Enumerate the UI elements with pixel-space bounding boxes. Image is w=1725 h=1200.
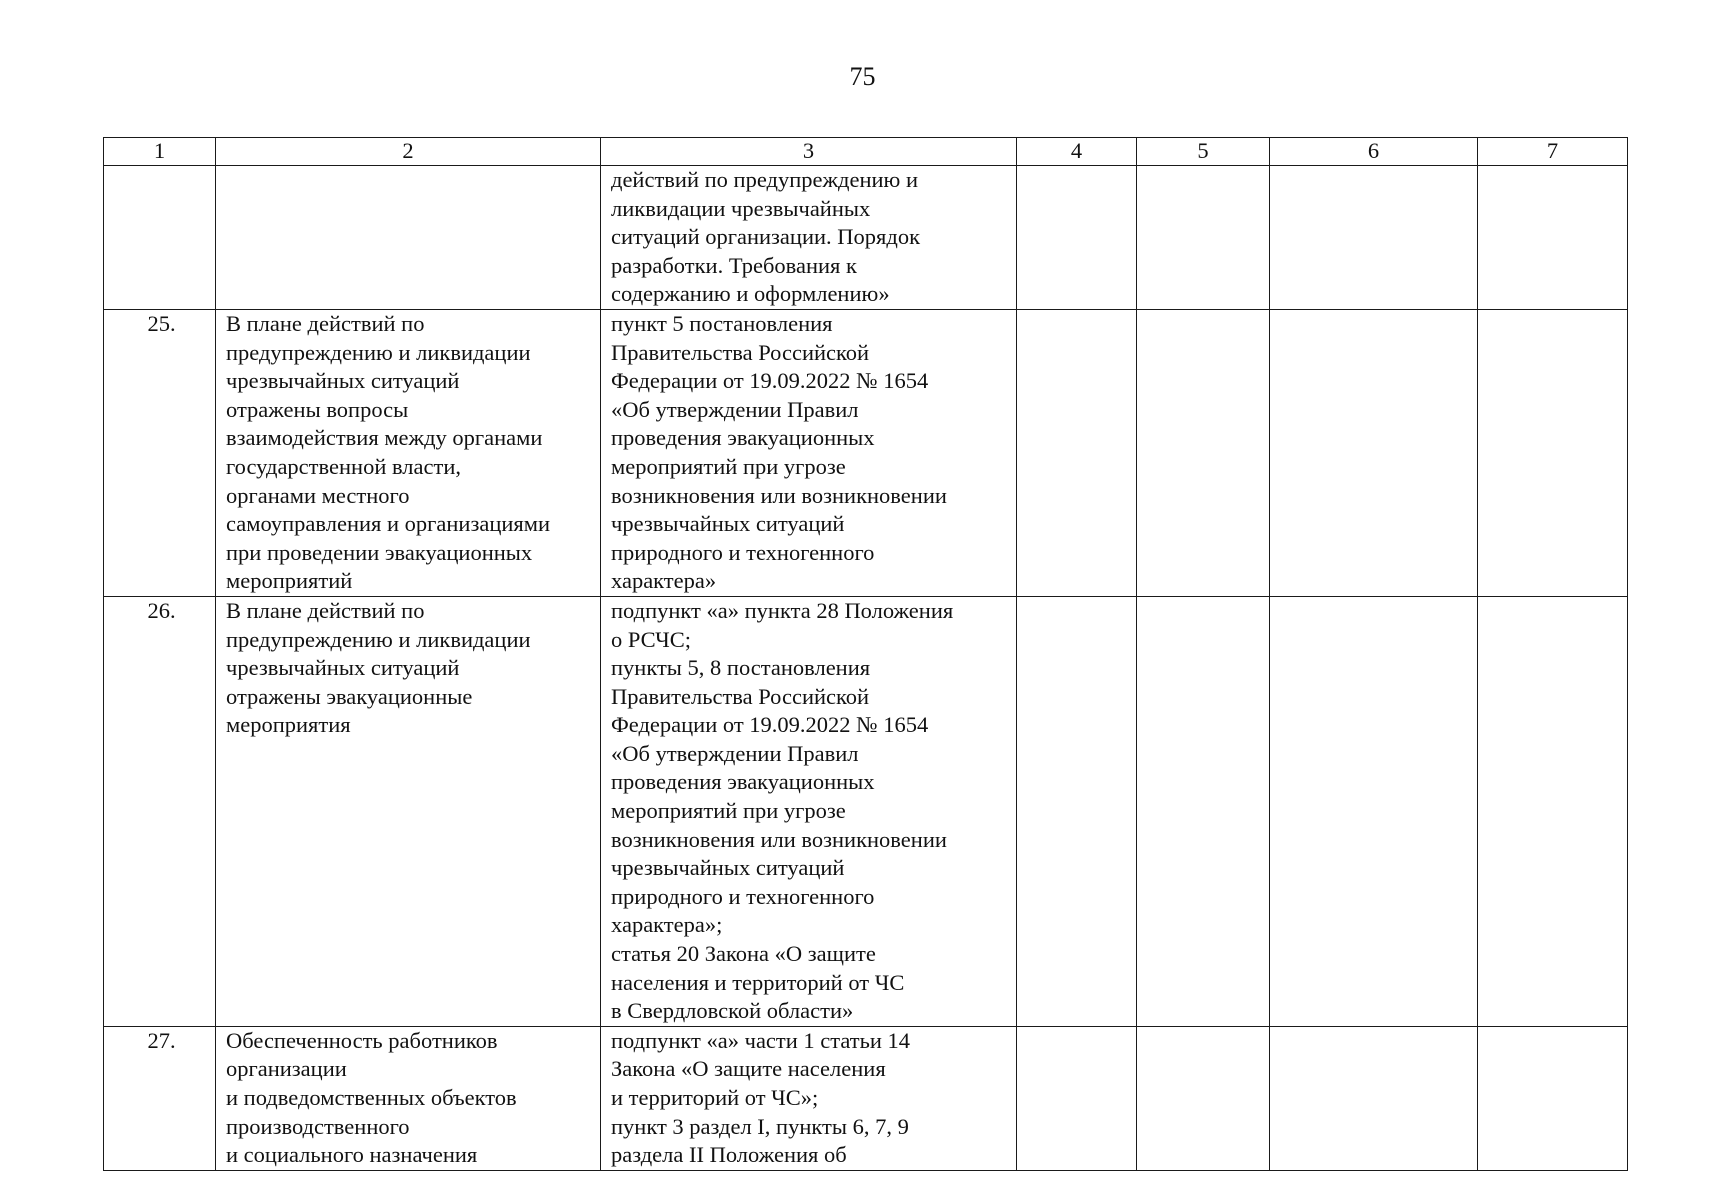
legal-basis-line: пункт 5 постановления — [611, 310, 833, 336]
answer-cell-col7 — [1478, 596, 1628, 1026]
answer-cell-col4 — [1017, 1026, 1137, 1170]
question-line: мероприятия — [226, 712, 351, 738]
legal-basis-line: Федерации от 19.09.2022 № 1654 — [611, 712, 929, 738]
legal-basis-line: характера»; — [611, 912, 723, 938]
header-row — [104, 138, 1628, 166]
legal-basis-line: Закона «О защите населения — [611, 1056, 886, 1082]
legal-basis-line: пункты 5, 8 постановления — [611, 655, 871, 681]
answer-cell-col7 — [1478, 1026, 1628, 1170]
checklist-table — [103, 137, 1628, 1171]
legal-basis-line: возникновения или возникновении — [611, 826, 947, 852]
legal-basis-line: действий по предупреждению и — [611, 167, 919, 192]
question-line: Обеспеченность работников — [226, 1027, 498, 1053]
table-row — [104, 1026, 1628, 1170]
question-line: взаимодействия между органами — [226, 425, 543, 451]
question-line: и подведомственных объектов — [226, 1085, 517, 1110]
legal-basis-line: и территорий от ЧС»; — [611, 1085, 819, 1110]
question-line: В плане действий по — [226, 310, 425, 336]
legal-basis-line: мероприятий при угрозе — [611, 453, 846, 479]
answer-cell-col5 — [1137, 1026, 1270, 1170]
legal-basis-line: пункт 3 раздел I, пункты 6, 7, 9 — [611, 1113, 909, 1139]
legal-basis-line: ликвидации чрезвычайных — [611, 195, 871, 221]
legal-basis-line: проведения эвакуационных — [611, 769, 875, 795]
legal-basis-line: мероприятий при угрозе — [611, 798, 846, 824]
column-header-3: 3 — [601, 138, 1017, 166]
question-cell — [216, 1026, 601, 1170]
legal-basis-line: Правительства Российской — [611, 339, 870, 365]
column-header-5: 5 — [1137, 138, 1270, 166]
legal-basis-line: разработки. Требования к — [611, 252, 857, 278]
row-number-cell: 26. — [104, 596, 216, 1026]
legal-basis-line: возникновения или возникновении — [611, 482, 947, 508]
answer-cell-col5 — [1137, 309, 1270, 596]
legal-basis-line: Правительства Российской — [611, 683, 870, 709]
row-number-cell: 27. — [104, 1026, 216, 1170]
question-line: органами местного — [226, 482, 410, 508]
legal-basis-line: содержанию и оформлению» — [611, 281, 890, 307]
answer-cell-col5 — [1137, 596, 1270, 1026]
question-line: и социального назначения — [226, 1142, 478, 1168]
question-line: чрезвычайных ситуаций — [226, 368, 460, 394]
answer-cell-col5 — [1137, 166, 1270, 310]
question-line: государственной власти, — [226, 453, 462, 479]
table-row — [104, 596, 1628, 1026]
question-line: при проведении эвакуационных — [226, 539, 533, 565]
legal-basis-line: проведения эвакуационных — [611, 425, 875, 451]
legal-basis-line: природного и техногенного — [611, 539, 875, 565]
legal-basis-line: статья 20 Закона «О защите — [611, 941, 876, 967]
legal-basis-line: характера» — [611, 568, 717, 594]
table-row-continuation — [104, 166, 1628, 310]
column-header-1: 1 — [104, 138, 216, 166]
answer-cell-col4 — [1017, 309, 1137, 596]
legal-basis-cell — [601, 309, 1017, 596]
answer-cell-col4 — [1017, 166, 1137, 310]
legal-basis-line: «Об утверждении Правил — [611, 396, 859, 422]
question-line: организации — [226, 1056, 347, 1082]
legal-basis-line: подпункт «а» пункта 28 Положения — [611, 597, 954, 623]
answer-cell-col7 — [1478, 166, 1628, 310]
legal-basis-line: ситуаций организации. Порядок — [611, 224, 921, 250]
answer-cell-col6 — [1270, 1026, 1478, 1170]
legal-basis-line: раздела II Положения об — [611, 1142, 847, 1168]
row-number-cell: 25. — [104, 309, 216, 596]
page-number: 75 — [849, 62, 876, 91]
legal-basis-line: подпункт «а» части 1 статьи 14 — [611, 1027, 911, 1053]
question-line: предупреждению и ликвидации — [226, 339, 531, 365]
legal-basis-line: населения и территорий от ЧС — [611, 969, 905, 995]
legal-basis-line: о РСЧС; — [611, 626, 691, 652]
legal-basis-line: «Об утверждении Правил — [611, 740, 859, 766]
question-line: чрезвычайных ситуаций — [226, 655, 460, 681]
legal-basis-line: природного и техногенного — [611, 883, 875, 909]
question-cell — [216, 309, 601, 596]
row-number-cell — [104, 166, 216, 310]
answer-cell-col7 — [1478, 309, 1628, 596]
question-line: мероприятий — [226, 568, 353, 594]
answer-cell-col4 — [1017, 596, 1137, 1026]
answer-cell-col6 — [1270, 309, 1478, 596]
legal-basis-line: Федерации от 19.09.2022 № 1654 — [611, 368, 929, 394]
column-header-4: 4 — [1017, 138, 1137, 166]
column-header-6: 6 — [1270, 138, 1478, 166]
answer-cell-col6 — [1270, 166, 1478, 310]
question-line: отражены вопросы — [226, 396, 409, 422]
legal-basis-line: в Свердловской области» — [611, 998, 854, 1024]
column-header-7: 7 — [1478, 138, 1628, 166]
question-line: В плане действий по — [226, 597, 425, 623]
legal-basis-cell — [601, 1026, 1017, 1170]
question-cell — [216, 596, 601, 1026]
legal-basis-cell — [601, 166, 1017, 310]
question-line: производственного — [226, 1113, 410, 1139]
answer-cell-col6 — [1270, 596, 1478, 1026]
question-cell — [216, 166, 601, 310]
table-row — [104, 309, 1628, 596]
column-header-2: 2 — [216, 138, 601, 166]
question-line: отражены эвакуационные — [226, 683, 473, 709]
legal-basis-line: чрезвычайных ситуаций — [611, 855, 845, 881]
legal-basis-cell — [601, 596, 1017, 1026]
legal-basis-line: чрезвычайных ситуаций — [611, 511, 845, 537]
question-line: предупреждению и ликвидации — [226, 626, 531, 652]
question-line: самоуправления и организациями — [226, 511, 551, 537]
